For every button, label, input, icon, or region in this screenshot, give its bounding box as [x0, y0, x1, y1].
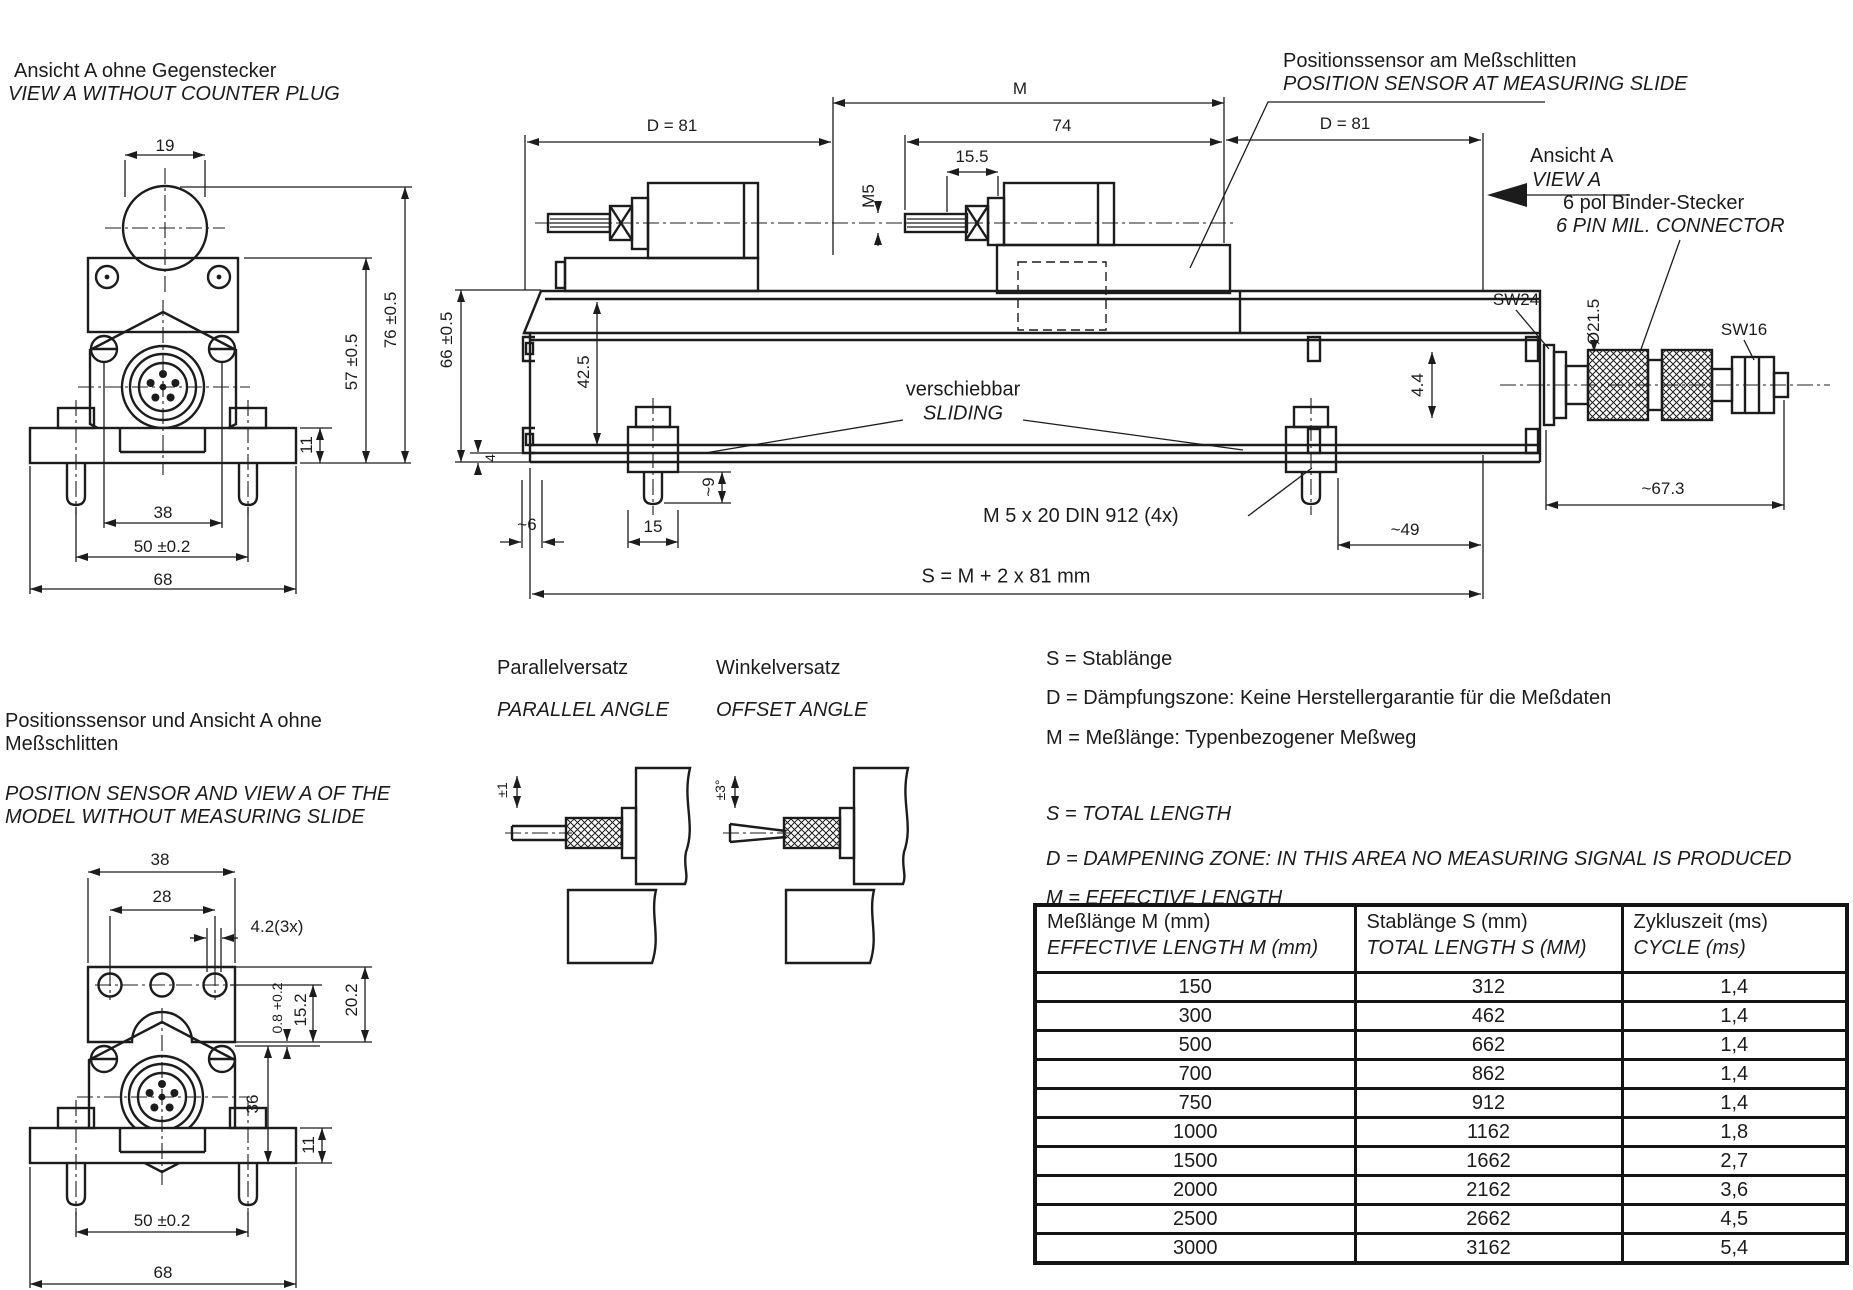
dim-76: 76 ±0.5	[381, 291, 400, 349]
sliding-label-en: SLIDING	[922, 402, 1004, 425]
legend-s-de: S = Stablänge	[1046, 648, 1173, 670]
spec-table	[1033, 903, 1849, 1265]
table-cell: 1,4	[1622, 1031, 1847, 1060]
dim-68-top: 68	[153, 570, 173, 589]
table-cell: 750	[1035, 1089, 1355, 1118]
spec-table-body	[1035, 973, 1847, 1264]
table-row	[1035, 1089, 1847, 1118]
dim-m: M	[1012, 79, 1028, 98]
sliding-label-de: verschiebbar	[905, 378, 1021, 401]
dim-36: 36	[243, 1094, 262, 1114]
table-cell: 1500	[1035, 1147, 1355, 1176]
view-a-title-de: Ansicht A ohne Gegenstecker	[14, 60, 277, 82]
dim-15: 15	[643, 517, 663, 536]
table-row	[1035, 1002, 1847, 1031]
table-row	[1035, 1234, 1847, 1264]
table-cell: 4,5	[1622, 1205, 1847, 1234]
dim-50-top: 50 ±0.2	[133, 537, 191, 556]
table-cell: 150	[1035, 973, 1355, 1002]
table-cell: 3162	[1355, 1234, 1622, 1264]
dim-sw24: SW24	[1492, 290, 1540, 309]
dim-4-4: 4.4	[1408, 373, 1427, 397]
table-cell: 1162	[1355, 1118, 1622, 1147]
table-row	[1035, 1060, 1847, 1089]
table-cell: 2000	[1035, 1176, 1355, 1205]
dim-9: ~9	[699, 477, 718, 497]
spec-table-header-row	[1035, 905, 1847, 973]
dim-m5: M5	[859, 184, 878, 208]
view-a-title-en: VIEW A WITHOUT COUNTER PLUG	[8, 83, 340, 105]
table-cell: 662	[1355, 1031, 1622, 1060]
table-cell: 912	[1355, 1089, 1622, 1118]
dim-d81-right: D = 81	[1319, 114, 1371, 133]
dim-dia21-5: Ø21.5	[1584, 298, 1603, 346]
dim-38-bottom: 38	[150, 850, 170, 869]
table-cell: 1,4	[1622, 1060, 1847, 1089]
col-header-en: EFFECTIVE LENGTH M (mm)	[1047, 937, 1319, 959]
table-row	[1035, 1176, 1847, 1205]
total-length-formula: S = M + 2 x 81 mm	[921, 565, 1091, 588]
dim-19: 19	[155, 136, 175, 155]
legend-m-de: M = Meßlänge: Typenbezogener Meßweg	[1046, 727, 1417, 749]
parallel-label-de: Parallelversatz	[497, 657, 629, 679]
table-cell: 2,7	[1622, 1147, 1847, 1176]
table-cell: 1000	[1035, 1118, 1355, 1147]
col-header-de: Stablänge S (mm)	[1366, 911, 1528, 933]
table-row	[1035, 973, 1847, 1002]
table-cell: 312	[1355, 973, 1622, 1002]
col-header-de: Zykluszeit (ms)	[1633, 911, 1768, 933]
legend-m-en: M = EFFECTIVE LENGTH	[1046, 887, 1283, 909]
dim-sw16: SW16	[1720, 320, 1768, 339]
table-cell: 3000	[1035, 1234, 1355, 1264]
table-row	[1035, 1147, 1847, 1176]
table-cell: 1,4	[1622, 1089, 1847, 1118]
connector-label-en: 6 PIN MIL. CONNECTOR	[1556, 215, 1785, 237]
dim-42-5: 42.5	[574, 355, 593, 389]
connector-label-de: 6 pol Binder-Stecker	[1563, 192, 1745, 214]
dim-d81-left: D = 81	[646, 116, 698, 135]
dim-67-3: ~67.3	[1641, 479, 1685, 498]
dim-11-top: 11	[297, 436, 316, 454]
view-a-arrow-icon	[1487, 183, 1527, 207]
dim-11-bottom: 11	[299, 1136, 318, 1154]
table-cell: 1,8	[1622, 1118, 1847, 1147]
table-cell: 500	[1035, 1031, 1355, 1060]
dim-6: ~6	[517, 515, 537, 534]
table-row	[1035, 1118, 1847, 1147]
table-cell: 5,4	[1622, 1234, 1847, 1264]
screw-note: M 5 x 20 DIN 912 (4x)	[983, 505, 1179, 527]
view-a-ref-en: VIEW A	[1532, 169, 1602, 191]
table-cell: 1662	[1355, 1147, 1622, 1176]
legend-d-en: D = DAMPENING ZONE: IN THIS AREA NO MEASURING SIGNAL IS PRODUCED	[1046, 848, 1792, 870]
table-cell: 3,6	[1622, 1176, 1847, 1205]
dim-15-2: 15.2	[291, 993, 310, 1027]
table-cell: 462	[1355, 1002, 1622, 1031]
col-header-de: Meßlänge M (mm)	[1047, 911, 1211, 933]
legend-d-de: D = Dämpfungszone: Keine Herstellergarantie für die Meßdaten	[1046, 687, 1612, 709]
dim-74: 74	[1052, 116, 1072, 135]
table-cell: 1,4	[1622, 1002, 1847, 1031]
col-header-en: TOTAL LENGTH S (MM)	[1366, 937, 1587, 959]
table-cell: 862	[1355, 1060, 1622, 1089]
dim-4: 4	[482, 454, 498, 462]
table-cell: 300	[1035, 1002, 1355, 1031]
offset-label-de: Winkelversatz	[716, 657, 841, 679]
table-cell: 1,4	[1622, 973, 1847, 1002]
col-header-cycle	[1622, 905, 1847, 973]
table-cell: 2500	[1035, 1205, 1355, 1234]
table-cell: 2662	[1355, 1205, 1622, 1234]
col-header-en: CYCLE (ms)	[1633, 937, 1746, 959]
dim-20-2: 20.2	[342, 983, 361, 1017]
sensor-label-en: POSITION SENSOR AT MEASURING SLIDE	[1283, 73, 1688, 95]
dim-4-2-holes: 4.2(3x)	[250, 917, 304, 936]
parallel-label-en: PARALLEL ANGLE	[497, 699, 669, 721]
col-header-effective-length	[1035, 905, 1355, 973]
spec-table-grid	[1033, 903, 1849, 1265]
dim-66: 66 ±0.5	[437, 311, 456, 369]
col-header-total-length	[1355, 905, 1622, 973]
dim-15-5: 15.5	[955, 147, 989, 166]
dim-38-top: 38	[153, 503, 173, 522]
parallel-tolerance: ±1	[494, 782, 510, 798]
table-row	[1035, 1205, 1847, 1234]
dim-28: 28	[152, 887, 172, 906]
legend-s-en: S = TOTAL LENGTH	[1046, 803, 1232, 825]
dim-50-bottom: 50 ±0.2	[133, 1211, 191, 1230]
table-cell: 700	[1035, 1060, 1355, 1089]
offset-tolerance: ±3°	[712, 779, 728, 801]
dim-0-8: 0.8 +0.2	[269, 982, 285, 1034]
dim-68-bottom: 68	[153, 1263, 173, 1282]
offset-label-en: OFFSET ANGLE	[716, 699, 868, 721]
bottom-view-title-de: Positionssensor und Ansicht A ohne Meßschlitten	[5, 710, 322, 755]
dim-49: ~49	[1390, 520, 1420, 539]
sensor-label-de: Positionssensor am Meßschlitten	[1283, 50, 1577, 72]
table-cell: 2162	[1355, 1176, 1622, 1205]
view-a-ref-de: Ansicht A	[1530, 145, 1614, 167]
bottom-view-title-en: POSITION SENSOR AND VIEW A OF THE MODEL WITHOUT MEASURING SLIDE	[5, 783, 391, 828]
dim-57: 57 ±0.5	[342, 333, 361, 391]
table-row	[1035, 1031, 1847, 1060]
